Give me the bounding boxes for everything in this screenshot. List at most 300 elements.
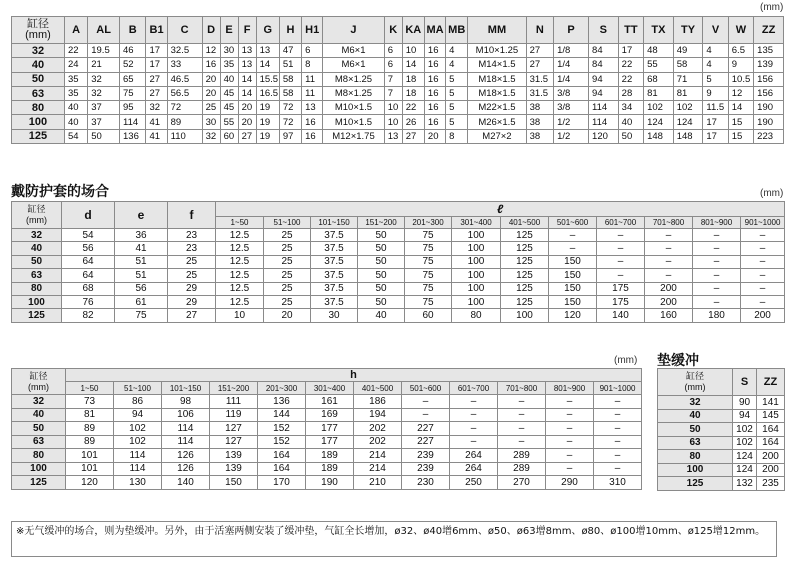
value-cell: 1/4 xyxy=(554,72,589,86)
value-cell: 16.5 xyxy=(256,86,279,100)
value-cell: – xyxy=(594,408,642,422)
value-cell: 120 xyxy=(549,309,597,322)
value-cell: 10 xyxy=(402,44,424,58)
bore-cell: 125 xyxy=(658,477,733,491)
header-stroke: 501~600 xyxy=(402,382,450,395)
value-cell: 114 xyxy=(589,101,619,115)
value-cell: 25 xyxy=(264,229,311,242)
header-stroke: 101~150 xyxy=(162,382,210,395)
value-cell: 100 xyxy=(452,229,501,242)
bore-cell: 125 xyxy=(12,129,65,143)
header-stroke: 701~800 xyxy=(498,382,546,395)
value-cell: 102 xyxy=(733,423,757,437)
value-cell: 22 xyxy=(402,101,424,115)
value-cell: 7 xyxy=(384,72,402,86)
value-cell: M10×1.5 xyxy=(323,101,384,115)
value-cell: 3/8 xyxy=(554,86,589,100)
value-cell: 27 xyxy=(238,129,256,143)
value-cell: – xyxy=(741,282,785,295)
value-cell: 46.5 xyxy=(167,72,202,86)
value-cell: 150 xyxy=(210,476,258,490)
value-cell: 180 xyxy=(693,309,741,322)
value-cell: 34 xyxy=(618,101,643,115)
value-cell: – xyxy=(597,255,645,268)
value-cell: 40 xyxy=(64,101,87,115)
value-cell: 37.5 xyxy=(311,255,358,268)
value-cell: 54 xyxy=(64,129,87,143)
h-dimension-table xyxy=(11,368,642,490)
value-cell: 189 xyxy=(306,449,354,463)
value-cell: 139 xyxy=(210,462,258,476)
value-cell: 114 xyxy=(162,435,210,449)
value-cell: 13 xyxy=(238,44,256,58)
header-group-l: ℓ xyxy=(216,202,785,217)
header-bore: 缸径 (mm) xyxy=(12,202,62,229)
value-cell: 38 xyxy=(526,101,554,115)
value-cell: 64 xyxy=(62,255,115,268)
value-cell: 289 xyxy=(498,462,546,476)
value-cell: – xyxy=(645,269,693,282)
header-col: ZZ xyxy=(754,17,784,44)
value-cell: 125 xyxy=(501,255,549,268)
table-row xyxy=(12,449,642,463)
value-cell: 235 xyxy=(757,477,785,491)
value-cell: – xyxy=(693,242,741,255)
value-cell: – xyxy=(498,395,546,409)
value-cell: 15 xyxy=(728,115,753,129)
value-cell: M8×1.25 xyxy=(323,86,384,100)
boot-table xyxy=(11,201,785,323)
value-cell: 111 xyxy=(210,395,258,409)
header-bore: 缸径 (mm) xyxy=(12,369,66,395)
value-cell: – xyxy=(546,449,594,463)
value-cell: 7 xyxy=(384,86,402,100)
value-cell: 27 xyxy=(146,72,167,86)
value-cell: 50 xyxy=(358,269,405,282)
value-cell: 22 xyxy=(64,44,87,58)
value-cell: 51 xyxy=(115,255,168,268)
value-cell: 150 xyxy=(549,282,597,295)
table-row xyxy=(12,395,642,409)
header-col: N xyxy=(526,17,554,44)
header-group-h: h xyxy=(66,369,642,382)
value-cell: 49 xyxy=(673,44,703,58)
table-row xyxy=(658,423,785,437)
value-cell: 32 xyxy=(146,101,167,115)
value-cell: 30 xyxy=(220,44,238,58)
value-cell: – xyxy=(546,462,594,476)
value-cell: 152 xyxy=(258,435,306,449)
header-stroke: 101~150 xyxy=(311,217,358,229)
header-stroke: 401~500 xyxy=(501,217,549,229)
table-row xyxy=(12,408,642,422)
unit-label-table2: (mm) xyxy=(760,188,784,199)
value-cell: 12.5 xyxy=(216,255,264,268)
value-cell: – xyxy=(594,395,642,409)
bore-cell: 63 xyxy=(12,86,65,100)
value-cell: 19 xyxy=(256,101,279,115)
value-cell: 30 xyxy=(311,309,358,322)
header-stroke: 301~400 xyxy=(306,382,354,395)
value-cell: 6 xyxy=(384,58,402,72)
table-row xyxy=(12,422,642,436)
table-row xyxy=(658,409,785,423)
value-cell: 200 xyxy=(741,309,785,322)
value-cell: 202 xyxy=(354,422,402,436)
bore-cell: 80 xyxy=(658,450,733,464)
value-cell: 56.5 xyxy=(167,86,202,100)
value-cell: – xyxy=(693,295,741,308)
value-cell: 16 xyxy=(424,115,445,129)
value-cell: 76 xyxy=(62,295,115,308)
value-cell: – xyxy=(741,255,785,268)
value-cell: 4 xyxy=(703,44,728,58)
value-cell: 239 xyxy=(402,462,450,476)
value-cell: 140 xyxy=(162,476,210,490)
value-cell: 20 xyxy=(238,115,256,129)
header-bore: 缸径 (mm) xyxy=(12,17,65,44)
header-col: W xyxy=(728,17,753,44)
header-col: K xyxy=(384,17,402,44)
value-cell: 17 xyxy=(703,115,728,129)
value-cell: 11 xyxy=(302,86,323,100)
value-cell: 152 xyxy=(258,422,306,436)
value-cell: 95 xyxy=(120,101,146,115)
value-cell: 125 xyxy=(501,295,549,308)
value-cell: 200 xyxy=(645,282,693,295)
value-cell: 119 xyxy=(210,408,258,422)
value-cell: 22 xyxy=(618,72,643,86)
value-cell: 31.5 xyxy=(526,72,554,86)
value-cell: 29 xyxy=(168,295,216,308)
header-col: B1 xyxy=(146,17,167,44)
header-col: D xyxy=(202,17,220,44)
header-col: S xyxy=(733,369,757,396)
value-cell: 22 xyxy=(618,58,643,72)
header-stroke: 601~700 xyxy=(450,382,498,395)
header-stroke: 901~1000 xyxy=(594,382,642,395)
value-cell: – xyxy=(546,408,594,422)
header-col: d xyxy=(62,202,115,229)
value-cell: 148 xyxy=(644,129,674,143)
value-cell: 102 xyxy=(733,436,757,450)
bore-cell: 125 xyxy=(12,476,66,490)
value-cell: 41 xyxy=(146,115,167,129)
value-cell: 14 xyxy=(238,72,256,86)
value-cell: 14 xyxy=(256,58,279,72)
table-row xyxy=(12,295,785,308)
value-cell: 47 xyxy=(279,44,301,58)
value-cell: 25 xyxy=(264,242,311,255)
header-col: A xyxy=(64,17,87,44)
value-cell: 58 xyxy=(279,72,301,86)
value-cell: 136 xyxy=(120,129,146,143)
header-col: P xyxy=(554,17,589,44)
header-stroke: 701~800 xyxy=(645,217,693,229)
value-cell: 20 xyxy=(202,86,220,100)
value-cell: 177 xyxy=(306,435,354,449)
table-row xyxy=(12,229,785,242)
bore-cell: 40 xyxy=(12,242,62,255)
header-col: ZZ xyxy=(757,369,785,396)
value-cell: M10×1.5 xyxy=(323,115,384,129)
value-cell: 164 xyxy=(757,436,785,450)
value-cell: 125 xyxy=(501,242,549,255)
value-cell: 175 xyxy=(597,282,645,295)
value-cell: 25 xyxy=(168,269,216,282)
value-cell: – xyxy=(450,422,498,436)
value-cell: 80 xyxy=(452,309,501,322)
value-cell: 27 xyxy=(402,129,424,143)
value-cell: 56 xyxy=(115,282,168,295)
value-cell: 156 xyxy=(754,72,784,86)
value-cell: 37.5 xyxy=(311,282,358,295)
value-cell: M6×1 xyxy=(323,44,384,58)
value-cell: 56 xyxy=(62,242,115,255)
value-cell: 94 xyxy=(589,72,619,86)
value-cell: 16 xyxy=(302,115,323,129)
header-stroke: 51~100 xyxy=(264,217,311,229)
value-cell: 48 xyxy=(644,44,674,58)
table-row xyxy=(658,436,785,450)
value-cell: 10.5 xyxy=(728,72,753,86)
value-cell: 102 xyxy=(644,101,674,115)
value-cell: 289 xyxy=(498,449,546,463)
value-cell: 190 xyxy=(306,476,354,490)
value-cell: 37.5 xyxy=(311,295,358,308)
value-cell: 81 xyxy=(66,408,114,422)
value-cell: 126 xyxy=(162,462,210,476)
value-cell: 90 xyxy=(733,396,757,410)
value-cell: 127 xyxy=(210,422,258,436)
value-cell: 5 xyxy=(703,72,728,86)
unit-label-table1: (mm) xyxy=(760,2,784,13)
value-cell: – xyxy=(498,408,546,422)
value-cell: 14 xyxy=(238,86,256,100)
value-cell: 5 xyxy=(446,86,468,100)
value-cell: 23 xyxy=(168,229,216,242)
value-cell: – xyxy=(741,269,785,282)
value-cell: 132 xyxy=(733,477,757,491)
value-cell: 75 xyxy=(115,309,168,322)
header-stroke: 801~900 xyxy=(546,382,594,395)
value-cell: 12.5 xyxy=(216,269,264,282)
value-cell: 120 xyxy=(589,129,619,143)
value-cell: 89 xyxy=(66,435,114,449)
value-cell: – xyxy=(693,255,741,268)
table-row xyxy=(12,476,642,490)
unit-label-table3: (mm) xyxy=(614,355,638,366)
value-cell: 12.5 xyxy=(216,242,264,255)
value-cell: 20 xyxy=(424,129,445,143)
bore-cell: 32 xyxy=(12,44,65,58)
value-cell: 12.5 xyxy=(216,282,264,295)
value-cell: 19 xyxy=(256,129,279,143)
bore-cell: 40 xyxy=(658,409,733,423)
header-col: V xyxy=(703,17,728,44)
value-cell: 102 xyxy=(114,422,162,436)
value-cell: 106 xyxy=(162,408,210,422)
value-cell: 190 xyxy=(754,101,784,115)
value-cell: 124 xyxy=(673,115,703,129)
value-cell: 37 xyxy=(88,101,120,115)
value-cell: 100 xyxy=(452,295,501,308)
bore-cell: 50 xyxy=(12,422,66,436)
value-cell: 64 xyxy=(62,269,115,282)
table-row xyxy=(12,242,785,255)
value-cell: 200 xyxy=(757,450,785,464)
value-cell: 141 xyxy=(757,396,785,410)
value-cell: 16 xyxy=(202,58,220,72)
value-cell: 214 xyxy=(354,462,402,476)
value-cell: 32 xyxy=(202,129,220,143)
value-cell: 164 xyxy=(258,449,306,463)
value-cell: M18×1.5 xyxy=(468,72,526,86)
value-cell: 160 xyxy=(645,309,693,322)
value-cell: M12×1.75 xyxy=(323,129,384,143)
table-row xyxy=(12,462,642,476)
value-cell: 100 xyxy=(452,255,501,268)
value-cell: 12.5 xyxy=(216,295,264,308)
value-cell: – xyxy=(597,269,645,282)
value-cell: – xyxy=(450,408,498,422)
header-stroke: 301~400 xyxy=(452,217,501,229)
value-cell: – xyxy=(402,408,450,422)
value-cell: 110 xyxy=(167,129,202,143)
value-cell: 40 xyxy=(618,115,643,129)
value-cell: – xyxy=(546,395,594,409)
value-cell: M10×1.25 xyxy=(468,44,526,58)
value-cell: 100 xyxy=(501,309,549,322)
value-cell: 194 xyxy=(354,408,402,422)
header-col: TY xyxy=(673,17,703,44)
value-cell: 6 xyxy=(384,44,402,58)
value-cell: 227 xyxy=(402,435,450,449)
value-cell: 202 xyxy=(354,435,402,449)
value-cell: 84 xyxy=(589,58,619,72)
value-cell: 124 xyxy=(733,450,757,464)
value-cell: 98 xyxy=(162,395,210,409)
value-cell: 9 xyxy=(728,58,753,72)
value-cell: 1/2 xyxy=(554,129,589,143)
value-cell: 177 xyxy=(306,422,354,436)
value-cell: 170 xyxy=(258,476,306,490)
table-row xyxy=(12,129,784,143)
value-cell: – xyxy=(498,435,546,449)
value-cell: 14 xyxy=(728,101,753,115)
header-stroke: 51~100 xyxy=(114,382,162,395)
value-cell: 61 xyxy=(115,295,168,308)
value-cell: 100 xyxy=(452,242,501,255)
value-cell: – xyxy=(594,435,642,449)
value-cell: 89 xyxy=(167,115,202,129)
value-cell: 148 xyxy=(673,129,703,143)
value-cell: 169 xyxy=(306,408,354,422)
value-cell: 19 xyxy=(256,115,279,129)
value-cell: 12.5 xyxy=(216,229,264,242)
bore-cell: 80 xyxy=(12,282,62,295)
value-cell: 139 xyxy=(754,58,784,72)
value-cell: 51 xyxy=(279,58,301,72)
value-cell: 27 xyxy=(526,58,554,72)
header-col: KA xyxy=(402,17,424,44)
value-cell: 16 xyxy=(424,44,445,58)
header-col: MA xyxy=(424,17,445,44)
value-cell: 230 xyxy=(402,476,450,490)
value-cell: 18 xyxy=(402,86,424,100)
value-cell: 21 xyxy=(88,58,120,72)
value-cell: 200 xyxy=(757,463,785,477)
header-col: H1 xyxy=(302,17,323,44)
bore-cell: 32 xyxy=(12,229,62,242)
table-row xyxy=(12,44,784,58)
header-col: MM xyxy=(468,17,526,44)
value-cell: 1/8 xyxy=(554,44,589,58)
bore-cell: 32 xyxy=(12,395,66,409)
value-cell: 50 xyxy=(618,129,643,143)
table-row xyxy=(12,309,785,322)
value-cell: 65 xyxy=(120,72,146,86)
table-row xyxy=(12,101,784,115)
value-cell: 16 xyxy=(424,86,445,100)
value-cell: 270 xyxy=(498,476,546,490)
value-cell: – xyxy=(645,229,693,242)
value-cell: 94 xyxy=(589,86,619,100)
value-cell: 27 xyxy=(168,309,216,322)
value-cell: 32 xyxy=(88,72,120,86)
value-cell: – xyxy=(741,229,785,242)
value-cell: M22×1.5 xyxy=(468,101,526,115)
value-cell: 40 xyxy=(220,72,238,86)
value-cell: 16 xyxy=(424,58,445,72)
header-col: MB xyxy=(446,17,468,44)
value-cell: 126 xyxy=(162,449,210,463)
value-cell: 24 xyxy=(64,58,87,72)
value-cell: 75 xyxy=(120,86,146,100)
value-cell: 150 xyxy=(549,295,597,308)
value-cell: 130 xyxy=(114,476,162,490)
value-cell: 72 xyxy=(167,101,202,115)
value-cell: 4 xyxy=(703,58,728,72)
dimensions-table xyxy=(11,16,784,144)
value-cell: 18 xyxy=(402,72,424,86)
header-stroke: 1~50 xyxy=(216,217,264,229)
value-cell: 82 xyxy=(62,309,115,322)
value-cell: – xyxy=(498,422,546,436)
value-cell: 50 xyxy=(358,255,405,268)
value-cell: 114 xyxy=(120,115,146,129)
value-cell: 25 xyxy=(264,255,311,268)
value-cell: 16 xyxy=(424,72,445,86)
value-cell: 41 xyxy=(146,129,167,143)
value-cell: 150 xyxy=(549,255,597,268)
value-cell: 46 xyxy=(120,44,146,58)
value-cell: 75 xyxy=(405,255,452,268)
value-cell: 125 xyxy=(501,282,549,295)
value-cell: 136 xyxy=(258,395,306,409)
value-cell: 94 xyxy=(733,409,757,423)
value-cell: 55 xyxy=(644,58,674,72)
value-cell: – xyxy=(741,295,785,308)
value-cell: 5 xyxy=(446,72,468,86)
value-cell: 124 xyxy=(733,463,757,477)
value-cell: – xyxy=(450,395,498,409)
value-cell: 75 xyxy=(405,282,452,295)
value-cell: 97 xyxy=(279,129,301,143)
value-cell: 25 xyxy=(264,295,311,308)
value-cell: – xyxy=(594,422,642,436)
header-stroke: 151~200 xyxy=(210,382,258,395)
